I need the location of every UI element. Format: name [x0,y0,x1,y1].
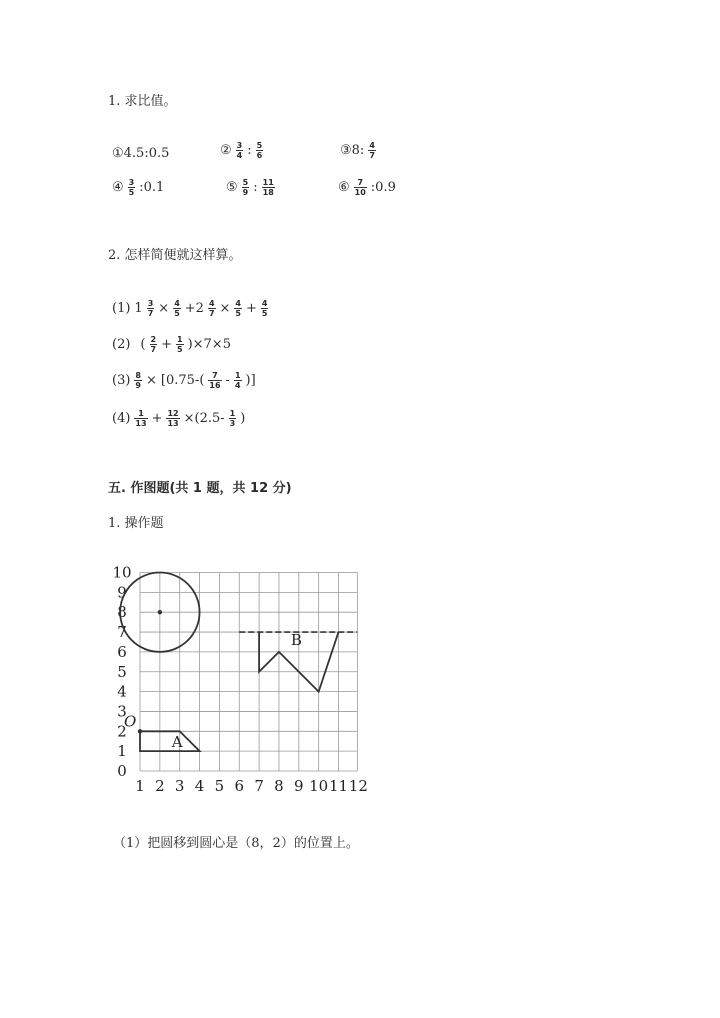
numerator: 7 [357,178,364,187]
fraction [147,299,155,318]
colon: : [247,143,252,158]
expression-tail: ) [240,411,246,426]
paren-open: ( [140,337,146,352]
denominator: 5 [261,309,268,318]
denominator: 13 [167,419,179,428]
ratio-item-5 [224,178,277,197]
calc-label: (3) [112,373,131,388]
numerator: 1 [176,335,183,344]
denominator: 9 [242,188,249,197]
x-tick-label: 12 [348,777,368,795]
fraction [261,299,269,318]
operator: ×(2.5- [183,411,225,426]
denominator: 13 [135,419,147,428]
denominator: 9 [135,381,141,390]
x-tick-label: 3 [174,777,185,795]
x-tick-label: 11 [328,777,349,795]
fraction [208,299,216,318]
calc-label: (1) [112,301,131,316]
colon: : [253,180,258,195]
numerator: 4 [235,299,241,308]
ratio-item-4-label: ④ [112,180,124,195]
operator: + [161,337,172,352]
denominator: 5 [176,345,183,354]
denominator: 6 [256,151,263,160]
fraction [150,335,158,354]
denominator: 5 [128,188,135,197]
fraction [234,371,242,390]
numerator: 12 [167,409,179,418]
operator: × [146,373,157,388]
denominator: 7 [150,345,157,354]
denominator: 18 [262,188,274,197]
denominator: 7 [369,151,375,160]
ratio-item-1 [110,146,171,161]
fraction [262,178,275,197]
coordinate-grid [110,560,400,800]
denominator: 3 [229,419,236,428]
calc-item-1 [110,299,270,318]
operator: × [158,301,170,316]
fraction [176,335,184,354]
y-tick-label: 3 [117,702,127,721]
x-tick-label: 5 [214,777,225,795]
fraction [134,371,142,390]
ratio-item-3-label: ③8: [340,143,365,158]
y-tick-label: 0 [117,762,127,780]
circle-center-dot [158,610,162,614]
ratio-tail: :0.1 [139,180,165,195]
fraction [234,299,242,318]
numerator: 4 [261,299,268,308]
shape-b-label: B [290,630,302,649]
x-tick-label: 8 [274,777,284,795]
expression-mid: [0.75-( [160,373,205,388]
q1-title: 1. 求比值。 [108,94,177,109]
numerator: 5 [256,141,263,150]
denominator: 5 [174,309,180,318]
y-tick-label: 7 [117,623,127,642]
numerator: 1 [234,371,241,380]
numerator: 5 [242,178,249,187]
fraction [229,409,237,428]
ratio-item-6 [336,178,398,197]
operator: +2 [184,301,204,316]
y-tick-label: 6 [117,642,127,661]
x-tick-label: 6 [234,777,245,795]
ratio-item-3 [338,141,378,160]
y-tick-label: 5 [117,662,127,681]
ratio-item-1-label: ①4.5:0.5 [112,146,170,161]
denominator: 7 [208,309,215,318]
question-text: （1）把圆移到圆心是（8，2）的位置上。 [113,836,359,851]
numerator: 4 [174,299,180,308]
ratio-item-6-label: ⑥ [338,180,350,195]
numerator: 2 [150,335,157,344]
y-tick-label: 10 [112,563,132,582]
x-tick-label: 1 [135,777,145,795]
y-tick-label: 9 [117,583,127,602]
numerator: 1 [138,409,144,418]
denominator: 16 [209,381,221,390]
y-tick-label: 2 [117,722,127,741]
numerator: 3 [236,141,243,150]
numerator: 7 [212,371,218,380]
origin-point [138,729,142,733]
ratio-item-5-label: ⑤ [226,180,238,195]
ratio-item-2 [218,141,265,160]
denominator: 4 [236,151,243,160]
whole-number: 1 [134,301,143,316]
ratio-item-2-label: ② [220,143,232,158]
denominator: 5 [235,309,241,318]
expression-tail: )] [245,373,256,388]
numerator: 11 [262,178,274,187]
fraction [128,178,136,197]
calc-label: (2) [112,337,131,352]
fraction [242,178,250,197]
fraction [166,409,179,428]
shape-a [140,731,200,751]
calc-item-4 [110,409,247,428]
y-tick-label: 1 [117,742,127,761]
x-tick-label: 10 [309,777,329,795]
numerator: 3 [128,178,135,187]
section-heading: 五. 作图题(共 1 题，共 12 分) [108,481,292,496]
denominator: 7 [147,309,154,318]
operator: + [246,301,257,316]
ratio-tail: :0.9 [370,180,396,195]
q2-title: 2. 怎样简便就这样算。 [108,248,242,263]
fraction [368,141,376,160]
numerator: 1 [229,409,236,418]
fraction [256,141,264,160]
numerator: 4 [208,299,215,308]
origin-label: O [124,712,137,731]
numerator: 3 [147,299,154,308]
calc-item-2 [110,335,233,354]
expression-tail: )×7×5 [187,337,231,352]
denominator: 10 [354,188,366,197]
x-tick-label: 7 [254,777,264,795]
calc-item-3 [110,371,258,390]
fraction [236,141,244,160]
operator: - [225,373,230,388]
x-tick-label: 4 [194,777,205,795]
fraction [173,299,181,318]
numerator: 8 [135,371,141,380]
calc-label: (4) [112,411,131,426]
y-tick-label: 8 [117,603,127,622]
fraction [208,371,221,390]
operator: + [151,411,163,426]
fraction [354,178,367,197]
x-tick-label: 2 [155,777,165,795]
operator: × [219,301,231,316]
denominator: 4 [234,381,241,390]
x-tick-label: 9 [294,777,304,795]
y-tick-label: 4 [117,682,127,701]
q1-operation-title: 1. 操作题 [108,516,164,531]
shape-a-label: A [171,733,183,752]
numerator: 4 [369,141,375,150]
fraction [134,409,147,428]
ratio-item-4 [110,178,166,197]
